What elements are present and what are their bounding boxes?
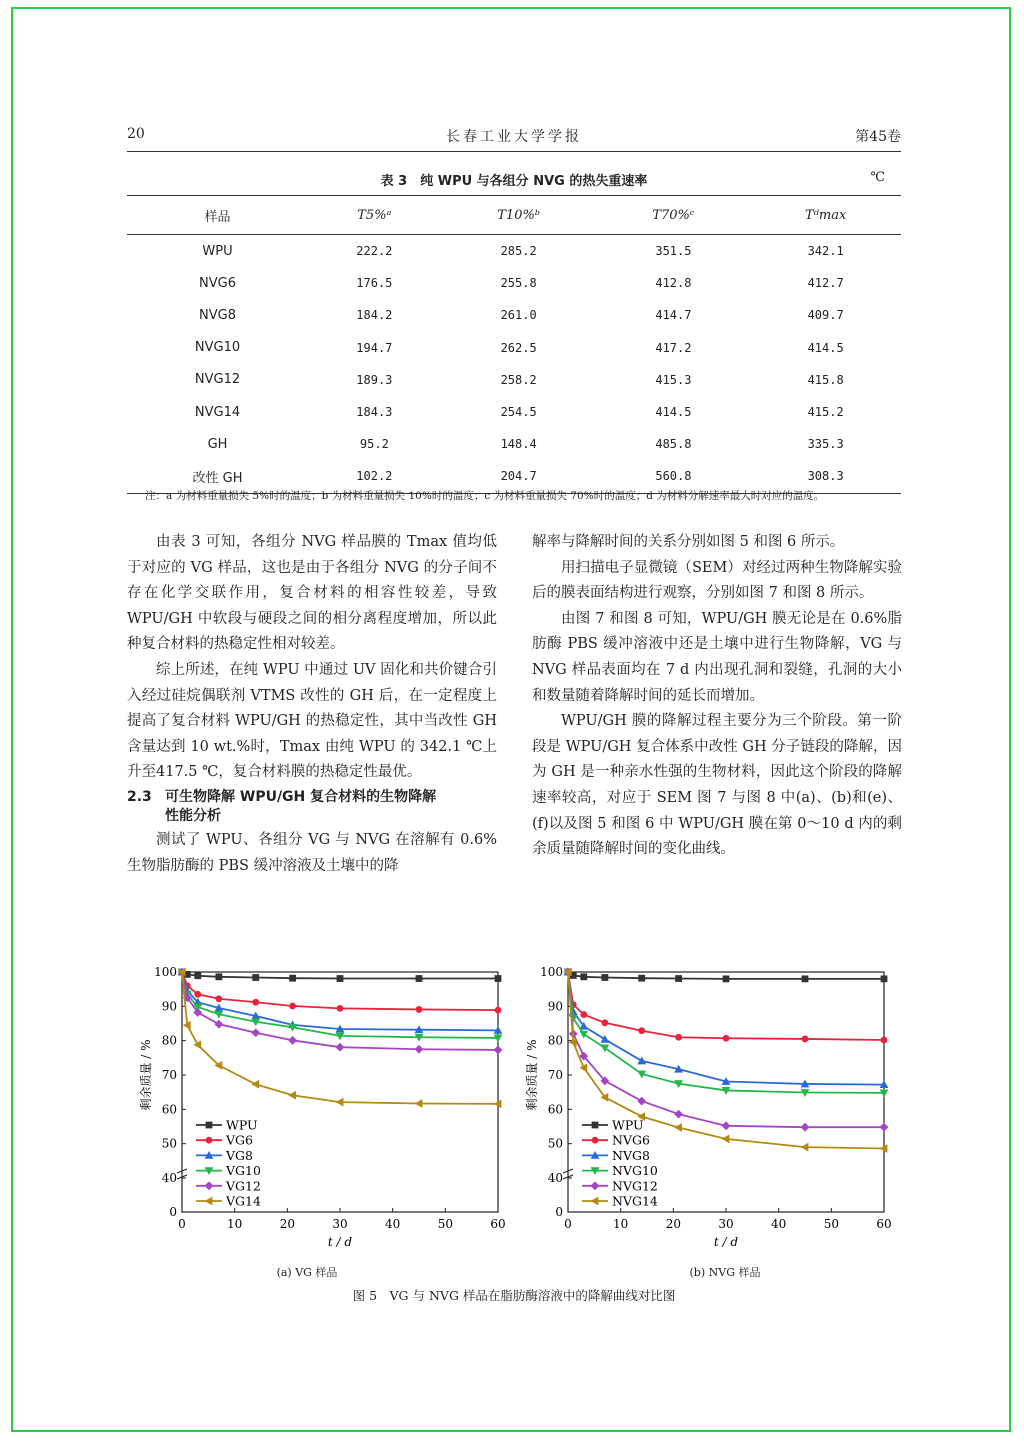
value-cell: 254.5 — [500, 405, 537, 420]
value-cell: 412.8 — [655, 276, 692, 291]
paragraph: 用扫描电子显微镜（SEM）对经过两种生物降解实验后的膜表面结构进行观察，分别如图 7 和图 8 所示。 — [532, 559, 902, 602]
x-tick-label: 20 — [279, 1217, 295, 1231]
sample-name-cell: NVG8 — [199, 307, 236, 323]
x-tick-label: 20 — [665, 1217, 681, 1231]
value-cell: 285.2 — [500, 244, 537, 259]
x-tick-label: 10 — [613, 1217, 629, 1231]
value-cell: 417.2 — [655, 340, 692, 355]
data-point — [194, 972, 201, 979]
thermal-table — [127, 195, 901, 494]
y-tick-label: 0 — [169, 1205, 177, 1219]
table-row — [127, 364, 901, 396]
data-point — [336, 1043, 345, 1052]
data-point — [337, 1005, 344, 1012]
data-point — [494, 1046, 503, 1055]
y-tick-label: 60 — [161, 1102, 177, 1117]
data-point — [637, 1057, 646, 1065]
table-row — [127, 396, 901, 428]
subcaption-b: (b) NVG 样品 — [689, 1266, 761, 1279]
paragraph: 解率与降解时间的关系分别如图 5 和图 6 所示。 — [532, 534, 845, 550]
x-tick-label: 0 — [564, 1217, 572, 1231]
paragraph: 综上所述，在纯 WPU 中通过 UV 固化和共价键合引入经过硅烷偶联剂 VTMS 改性的 GH 后，在一定程度上提高了复合材料 WPU/GH 的热稳定性，其中当改性 GH 含量达到 10 wt.%时，Tmax 由纯 WPU 的 342.1 ℃上升至417.5 ℃，复合材料膜的热稳定性最优。 — [127, 661, 497, 781]
legend-marker — [205, 1181, 214, 1190]
value-cell: 176.5 — [356, 276, 393, 291]
x-tick-label: 60 — [876, 1217, 892, 1231]
legend-marker — [592, 1137, 599, 1144]
right-column — [532, 530, 902, 863]
y-axis-label: 剩余质量 / % — [139, 1039, 153, 1111]
value-cell: 258.2 — [500, 372, 537, 387]
y-tick-label: 60 — [547, 1102, 563, 1117]
x-tick-label: 50 — [823, 1217, 839, 1231]
legend-label: NVG8 — [612, 1147, 650, 1163]
value-cell: 414.7 — [655, 308, 692, 323]
value-cell: 184.3 — [356, 405, 393, 420]
data-point — [288, 1036, 297, 1045]
x-tick-label: 50 — [437, 1217, 453, 1231]
col-header: 样品 — [127, 196, 308, 235]
data-point — [415, 1045, 424, 1054]
section-title-line: 性能分析 — [165, 807, 221, 824]
data-point — [638, 1027, 645, 1034]
legend-label: VG14 — [226, 1193, 261, 1209]
y-tick-label: 70 — [161, 1068, 177, 1082]
section-heading — [127, 788, 497, 826]
data-point — [194, 991, 201, 998]
y-tick-label: 50 — [161, 1136, 177, 1151]
data-point — [215, 973, 222, 980]
y-tick-label: 80 — [547, 1033, 563, 1048]
legend-marker — [592, 1122, 599, 1129]
table-row — [127, 428, 901, 460]
value-cell: 342.1 — [807, 244, 844, 259]
chart-nvg — [518, 955, 892, 1255]
legend-label: WPU — [226, 1117, 258, 1133]
header-rule — [127, 151, 901, 152]
table-caption — [127, 170, 901, 190]
x-tick-label: 40 — [771, 1217, 787, 1231]
table-row — [127, 332, 901, 364]
value-cell: 184.2 — [356, 308, 393, 323]
table-row — [127, 235, 901, 268]
value-cell: 262.5 — [500, 340, 537, 355]
paragraph: 测试了 WPU、各组分 VG 与 NVG 在溶解有 0.6%生物脂肪酶的 PBS 缓冲溶液及土壤中的降 — [127, 831, 497, 874]
data-point — [251, 1028, 260, 1037]
legend-label: VG6 — [226, 1132, 253, 1148]
value-cell: 560.8 — [597, 460, 751, 493]
data-point — [802, 1036, 809, 1043]
value-cell: 414.5 — [807, 340, 844, 355]
legend-marker — [591, 1197, 599, 1206]
y-tick-label: 90 — [547, 999, 563, 1014]
data-point — [252, 974, 259, 981]
value-cell: 415.2 — [807, 405, 844, 420]
table-title: 表 3 纯 WPU 与各组分 NVG 的热失重速率 — [380, 174, 648, 189]
x-tick-label: 30 — [332, 1217, 348, 1231]
data-point — [674, 1110, 683, 1119]
y-tick-label: 100 — [540, 965, 563, 979]
data-point — [580, 1011, 587, 1018]
y-tick-label: 70 — [547, 1068, 563, 1082]
sample-name-cell: NVG14 — [194, 404, 241, 420]
data-point — [289, 1003, 296, 1010]
left-column — [127, 530, 497, 879]
legend-label: NVG12 — [612, 1178, 658, 1194]
section-number: 2.3 — [127, 788, 152, 805]
table-note: 注：a 为材料重量损失 5%时的温度；b 为材料重量损失 10%时的温度；c 为材料重量损失 70%时的温度；d 为材料分解速率最大时对应的温度。 — [145, 490, 825, 502]
col-header: T70%ᶜ — [597, 196, 751, 235]
series-line — [568, 972, 884, 1085]
x-tick-label: 0 — [178, 1217, 186, 1231]
col-header: T10%ᵇ — [441, 196, 597, 235]
value-cell: 351.5 — [655, 244, 692, 259]
chart-nvg-svg — [518, 955, 892, 1255]
data-point — [336, 1098, 344, 1107]
legend-label: VG8 — [226, 1147, 253, 1163]
data-point — [252, 999, 259, 1006]
value-cell: 414.5 — [655, 405, 692, 420]
legend-label: NVG10 — [612, 1163, 658, 1179]
data-point — [722, 1134, 730, 1143]
data-point — [495, 975, 502, 982]
data-point — [675, 975, 682, 982]
data-point — [289, 975, 296, 982]
x-tick-label: 40 — [385, 1217, 401, 1231]
table-row — [127, 267, 901, 299]
data-point — [288, 1091, 296, 1100]
y-axis-label: 剩余质量 / % — [525, 1039, 539, 1111]
data-point — [600, 1035, 609, 1043]
legend-marker — [206, 1122, 213, 1129]
value-cell: 204.7 — [441, 460, 597, 493]
legend-label: VG10 — [226, 1163, 261, 1179]
data-point — [601, 974, 608, 981]
paragraph: WPU/GH 膜的降解过程主要分为三个阶段。第一阶段是 WPU/GH 复合体系中改性 GH 分子链段的降解，因为 GH 是一种亲水性强的生物材料，因此这个阶段的降解速率较高，对应于 SEM 图 7 与图 8 中(a)、(b)和(e)、(f)以及图 5 和图 6 中 WPU/GH 膜在第 0～10 d 内的剩余质量随降解时间的变化曲线。 — [532, 713, 902, 858]
table-header-row — [127, 196, 901, 235]
data-point — [722, 1121, 731, 1130]
sample-name-cell: 改性 GH — [127, 460, 308, 493]
y-tick-label: 40 — [547, 1171, 563, 1185]
legend-label: WPU — [612, 1117, 644, 1133]
value-cell: 194.7 — [356, 340, 393, 355]
sample-name-cell: WPU — [202, 243, 233, 259]
data-point — [580, 973, 587, 980]
data-point — [723, 975, 730, 982]
sample-name-cell: NVG6 — [199, 275, 236, 291]
value-cell: 409.7 — [807, 308, 844, 323]
data-point — [637, 1097, 646, 1106]
y-tick-label: 100 — [154, 965, 177, 979]
x-tick-label: 60 — [490, 1217, 506, 1231]
table-body — [127, 235, 901, 494]
data-point — [880, 1123, 889, 1132]
data-point — [214, 1020, 223, 1029]
volume-label: 第45卷 — [855, 129, 901, 145]
value-cell: 95.2 — [359, 437, 389, 452]
table-row — [127, 299, 901, 331]
data-point — [723, 1035, 730, 1042]
value-cell: 415.3 — [655, 372, 692, 387]
x-tick-label: 10 — [227, 1217, 243, 1231]
value-cell: 189.3 — [356, 372, 393, 387]
data-point — [881, 1037, 888, 1044]
sample-name-cell: GH — [207, 436, 228, 452]
data-point — [337, 975, 344, 982]
subcaption-a: (a) VG 样品 — [276, 1266, 338, 1279]
data-point — [801, 1143, 809, 1152]
value-cell: 485.8 — [655, 437, 692, 452]
data-point — [674, 1123, 682, 1132]
data-point — [601, 1019, 608, 1026]
data-point — [802, 975, 809, 982]
paragraph: 由表 3 可知，各组分 NVG 样品膜的 Tmax 值均低于对应的 VG 样品，这也是由于各组分 NVG 的分子间不存在化学交联作用，复合材料的相容性较差，导致 WPU/GH 中软段与硬段之间的相分离程度增加，所以此种复合材料的热稳定性相对较差。 — [127, 534, 497, 653]
data-point — [416, 975, 423, 982]
page-number: 20 — [127, 126, 145, 142]
legend-marker — [205, 1197, 213, 1206]
legend-label: NVG6 — [612, 1132, 650, 1148]
data-point — [495, 1007, 502, 1014]
running-header — [127, 126, 901, 150]
y-tick-label: 50 — [547, 1136, 563, 1151]
data-point — [638, 975, 645, 982]
value-cell: 412.7 — [807, 276, 844, 291]
value-cell: 148.4 — [500, 437, 537, 452]
y-tick-label: 80 — [161, 1033, 177, 1048]
value-cell: 415.8 — [807, 372, 844, 387]
value-cell: 255.8 — [500, 276, 537, 291]
y-tick-label: 40 — [161, 1171, 177, 1185]
data-point — [881, 975, 888, 982]
journal-title: 长春工业大学学报 — [446, 129, 582, 145]
value-cell: 102.2 — [308, 460, 441, 493]
data-point — [215, 995, 222, 1002]
legend-marker — [591, 1181, 600, 1190]
data-point — [251, 1080, 259, 1089]
legend-label: NVG14 — [612, 1193, 658, 1209]
legend-label: VG12 — [226, 1178, 261, 1194]
legend-marker — [206, 1137, 213, 1144]
col-header: Tᵈmax — [750, 196, 901, 235]
series-line — [568, 972, 884, 1127]
value-cell: 335.3 — [807, 437, 844, 452]
data-point — [579, 1031, 588, 1039]
data-point — [415, 1099, 423, 1108]
value-cell: 222.2 — [356, 244, 393, 259]
series-line — [568, 972, 884, 1093]
paragraph: 由图 7 和图 8 可知，WPU/GH 膜无论是在 0.6%脂肪酶 PBS 缓冲溶液中还是土壤中进行生物降解，VG 与 NVG 样品表面均在 7 d 内出现孔洞和裂缝，孔洞的大小和数量随着降解时间的延长而增加。 — [532, 610, 902, 704]
data-point — [416, 1006, 423, 1013]
figure-caption: 图 5 VG 与 NVG 样品在脂肪酶溶液中的降解曲线对比图 — [352, 1288, 676, 1303]
y-tick-label: 0 — [555, 1205, 563, 1219]
chart-vg-svg — [132, 955, 506, 1255]
sample-name-cell: NVG12 — [194, 372, 241, 388]
data-point — [193, 1040, 201, 1049]
data-point — [801, 1123, 810, 1132]
sample-name-cell: NVG10 — [194, 340, 241, 356]
value-cell: 261.0 — [500, 308, 537, 323]
data-point — [675, 1034, 682, 1041]
x-tick-label: 30 — [718, 1217, 734, 1231]
chart-vg — [132, 955, 506, 1255]
table-unit: ℃ — [870, 170, 885, 185]
x-axis-label: t / d — [713, 1235, 739, 1249]
col-header: T5%ᵃ — [308, 196, 441, 235]
section-title-line: 可生物降解 WPU/GH 复合材料的生物降解 — [165, 788, 437, 805]
value-cell: 308.3 — [750, 460, 901, 493]
y-tick-label: 90 — [161, 999, 177, 1014]
x-axis-label: t / d — [327, 1235, 353, 1249]
